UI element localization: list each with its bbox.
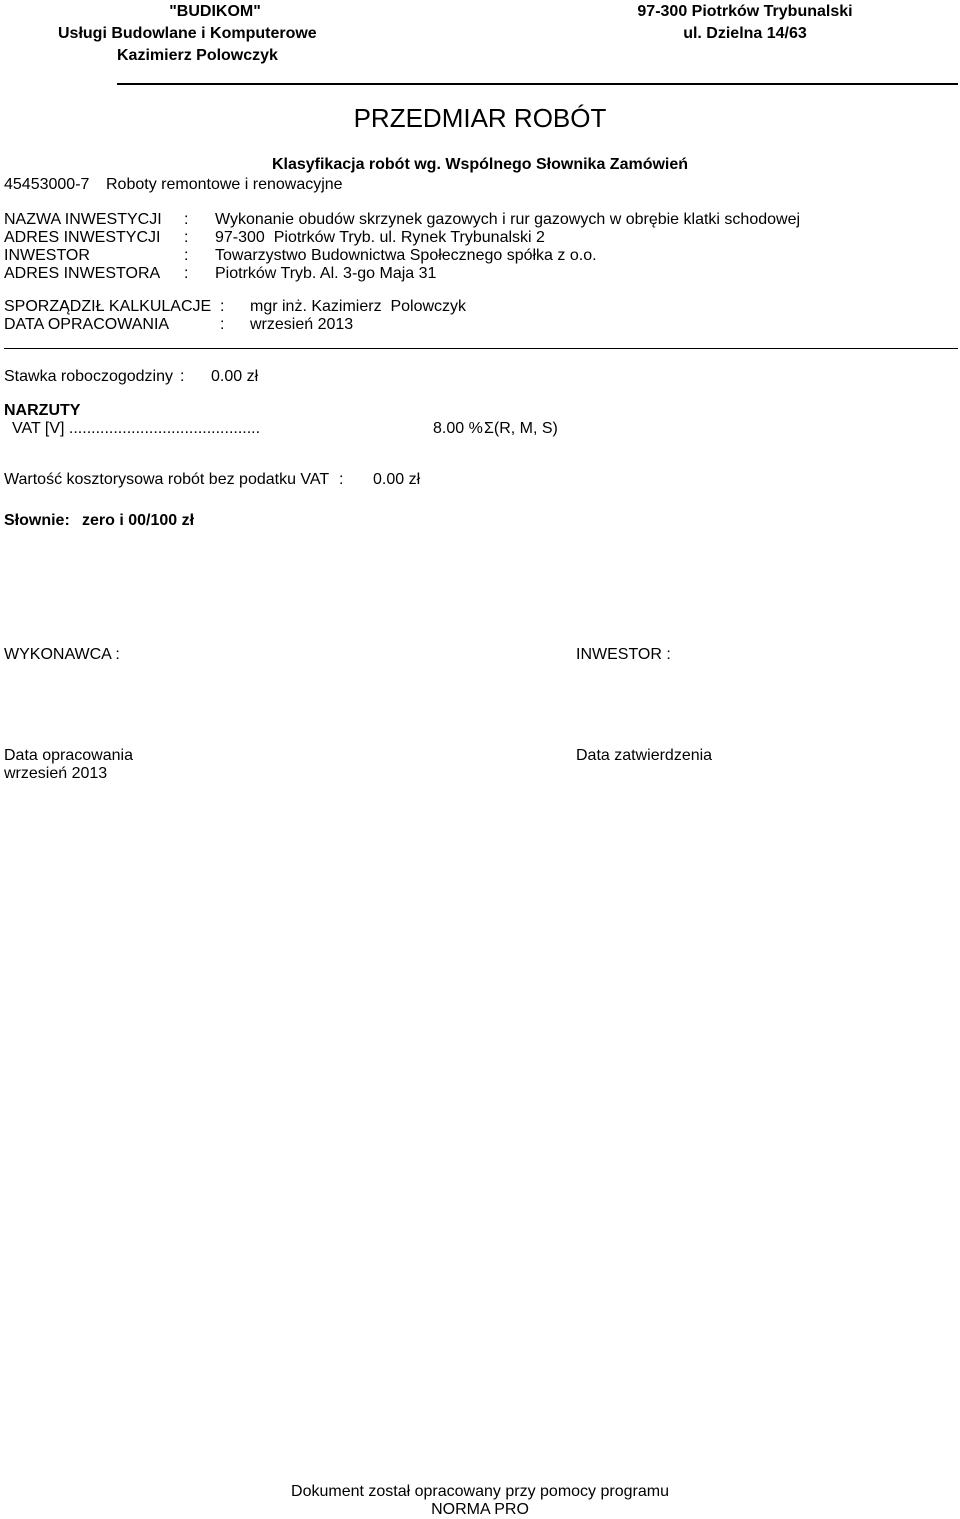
classification-description: Roboty remontowe i renowacyjne	[106, 176, 343, 193]
investment-name-value: Wykonanie obudów skrzynek gazowych i rur gazowych w obrębie klatki schodowej	[215, 211, 801, 228]
company-line2: Usługi Budowlane i Komputerowe	[58, 25, 317, 42]
footer-line2: NORMA PRO	[431, 1501, 529, 1518]
net-value-label: Wartość kosztorysowa robót bez podatku VAT	[4, 471, 330, 488]
prepared-by-label: SPORZĄDZIŁ KALKULACJE	[4, 298, 212, 315]
words-value: zero i 00/100 zł	[82, 512, 195, 529]
net-value: 0.00 zł	[373, 471, 421, 488]
prepared-date-label: DATA OPRACOWANIA	[4, 316, 170, 333]
investment-address-sep: :	[184, 229, 189, 246]
prepared-by-value: mgr inż. Kazimierz Polowczyk	[250, 298, 467, 315]
investor-address-label: ADRES INWESTORA	[4, 265, 161, 282]
investment-address-value: 97-300 Piotrków Tryb. ul. Rynek Trybunalski 2	[215, 229, 545, 246]
investment-name-sep: :	[184, 211, 189, 228]
investor-value: Towarzystwo Budownictwa Społecznego spółka z o.o.	[215, 247, 597, 264]
header-divider	[117, 83, 958, 85]
narzuty-heading: NARZUTY	[4, 402, 81, 419]
rate-label: Stawka roboczogodziny	[4, 368, 173, 385]
vat-basis: Σ(R, M, S)	[484, 420, 558, 437]
classification-code: 45453000-7	[4, 176, 90, 193]
footer-line1: Dokument został opracowany przy pomocy programu	[291, 1483, 669, 1500]
company-owner: Kazimierz Polowczyk	[117, 47, 278, 64]
investor-sep: :	[184, 247, 189, 264]
vat-value: 8.00 %	[433, 420, 483, 437]
date-prepared-value: wrzesień 2013	[4, 765, 108, 782]
investor-address-value: Piotrków Tryb. Al. 3-go Maja 31	[215, 265, 437, 282]
investor-address-sep: :	[184, 265, 189, 282]
investor-sign-label: INWESTOR :	[576, 646, 671, 663]
rate-sep: :	[180, 368, 185, 385]
company-name: "BUDIKOM"	[169, 3, 261, 20]
company-street: ul. Dzielna 14/63	[683, 25, 807, 42]
words-label: Słownie:	[4, 512, 70, 529]
vat-label: VAT [V] ...........................................	[12, 420, 261, 437]
page-title: PRZEDMIAR ROBÓT	[353, 103, 607, 133]
investment-name-label: NAZWA INWESTYCJI	[4, 211, 162, 228]
classification-heading: Klasyfikacja robót wg. Wspólnego Słownika Zamówień	[271, 156, 689, 173]
section-divider	[4, 348, 958, 349]
prepared-date-value: wrzesień 2013	[250, 316, 354, 333]
company-city: 97-300 Piotrków Trybunalski	[637, 3, 853, 20]
investment-address-label: ADRES INWESTYCJI	[4, 229, 161, 246]
contractor-label: WYKONAWCA :	[4, 646, 120, 663]
prepared-by-sep: :	[220, 298, 225, 315]
investor-label: INWESTOR	[4, 247, 90, 264]
date-prepared-label: Data opracowania	[4, 747, 133, 764]
date-approved-label: Data zatwierdzenia	[576, 747, 713, 764]
net-value-sep: :	[339, 471, 344, 488]
prepared-date-sep: :	[220, 316, 225, 333]
rate-value: 0.00 zł	[211, 368, 259, 385]
